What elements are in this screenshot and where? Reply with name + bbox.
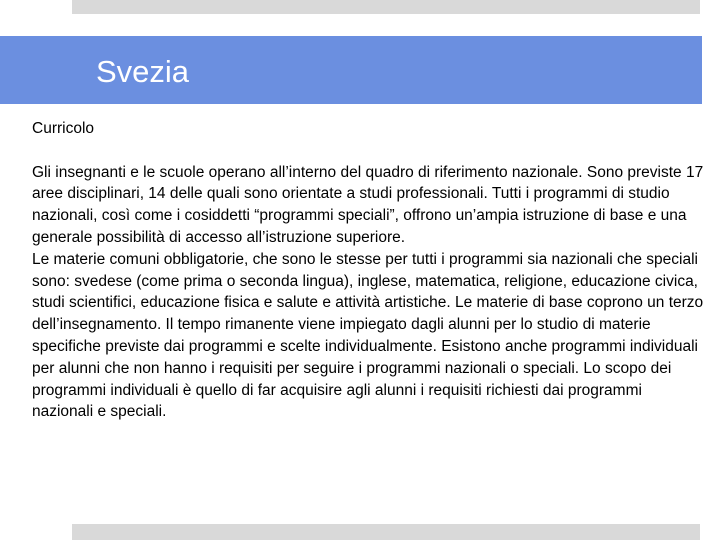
body-paragraph-2: Le materie comuni obbligatorie, che sono le stesse per tutti i programmi sia nazionali che speciali sono: svedese (come prima o seconda lingua), inglese, matematica, religione, educazione civica, studi scientifici, educazione fisica e salute e attività artistiche. Le materie di base coprono un terzo dell’insegnamento. Il tempo rimanente viene impiegato dagli alunni per lo studio di materie specifiche previste dai programmi e scelte individualmente. Esistono anche programmi individuali per alunni che non hanno i requisiti per seguire i programmi nazionali o speciali. Lo scopo dei programmi individuali è quello di far acquisire agli alunni i requisiti richiesti dai programmi nazionali e speciali.	[32, 250, 704, 421]
slide-body	[32, 118, 704, 423]
slide-title: Svezia	[96, 54, 190, 89]
section-heading: Curricolo	[32, 120, 95, 137]
top-decor-bar	[72, 0, 700, 14]
blank-line	[32, 140, 704, 162]
body-paragraph-1: Gli insegnanti e le scuole operano all’interno del quadro di riferimento nazionale. Sono previste 17 aree disciplinari, 14 delle quali sono orientate a studi professionali. Tutti i programmi di studio nazionali, così come i cosiddetti “programmi speciali”, offrono un’ampia istruzione di base e una generale possibilità di accesso all’istruzione superiore.	[32, 163, 704, 246]
bottom-decor-bar	[72, 524, 700, 540]
